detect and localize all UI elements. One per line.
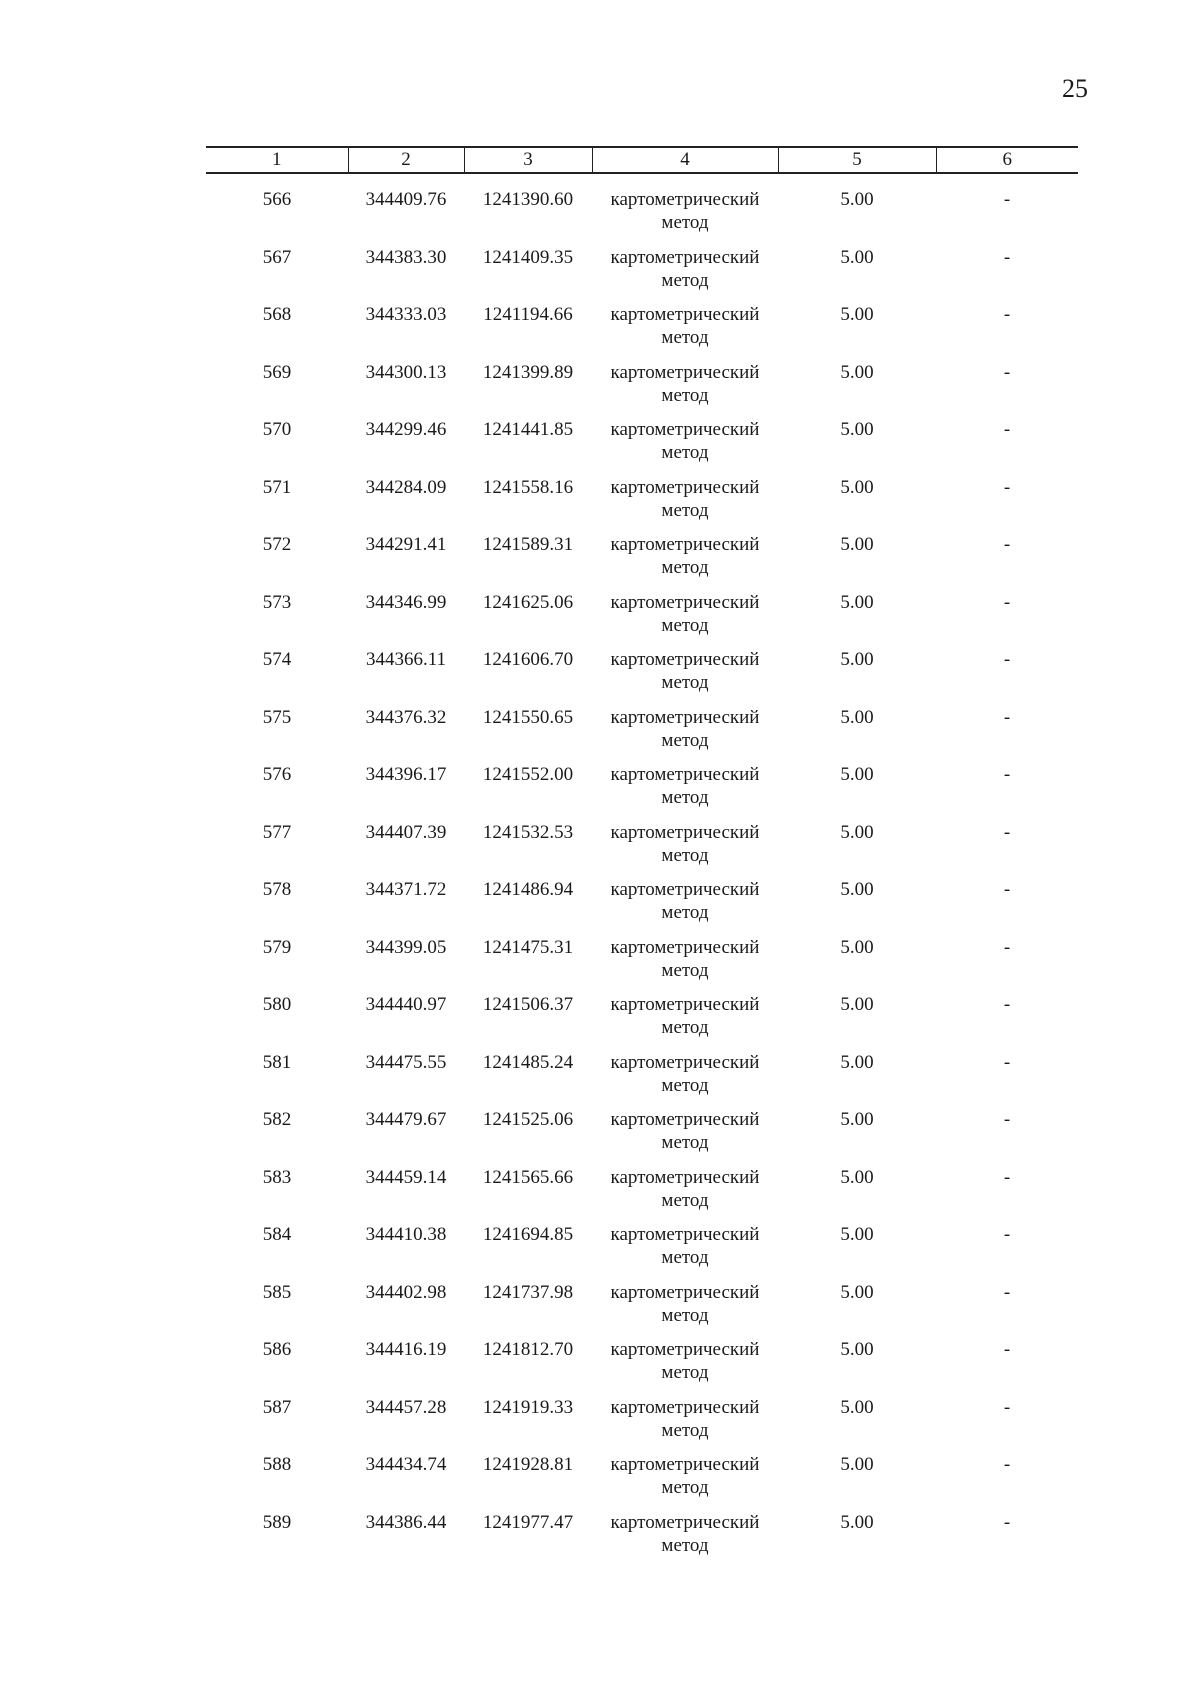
y-coordinate-cell: 1241625.06 bbox=[482, 591, 574, 613]
accuracy-cell: 5.00 bbox=[840, 419, 874, 440]
table-row bbox=[206, 1223, 1078, 1281]
table-row bbox=[206, 993, 1078, 1051]
description-cell: - bbox=[1003, 1454, 1011, 1475]
table-row bbox=[206, 648, 1078, 706]
description-cell: - bbox=[1003, 246, 1011, 268]
method-line-2: метод bbox=[661, 442, 709, 463]
point-number-cell: 585 bbox=[262, 1281, 292, 1303]
y-coordinate-cell: 1241525.06 bbox=[482, 1109, 574, 1130]
method-cell bbox=[592, 1051, 778, 1109]
description-cell: - bbox=[1003, 304, 1011, 325]
method-line-1: картометрический bbox=[610, 189, 760, 210]
point-number-cell: 580 bbox=[262, 994, 292, 1015]
table-row bbox=[206, 173, 1078, 246]
table-row bbox=[206, 821, 1078, 879]
method-line-1: картометрический bbox=[610, 476, 760, 498]
x-coordinate-cell: 344376.32 bbox=[365, 706, 447, 728]
accuracy-cell: 5.00 bbox=[840, 1281, 874, 1303]
accuracy-cell: 5.00 bbox=[840, 476, 874, 498]
method-cell bbox=[592, 1223, 778, 1281]
method-line-2: метод bbox=[661, 1534, 709, 1556]
method-line-2: метод bbox=[661, 1477, 709, 1498]
table-row bbox=[206, 1108, 1078, 1166]
column-header-6: 6 bbox=[936, 147, 1078, 173]
description-cell: - bbox=[1003, 419, 1011, 440]
table-row bbox=[206, 936, 1078, 994]
table-row bbox=[206, 1396, 1078, 1454]
point-number-cell: 577 bbox=[262, 821, 292, 843]
y-coordinate-cell: 1241390.60 bbox=[482, 189, 574, 210]
table-row bbox=[206, 476, 1078, 534]
method-line-1: картометрический bbox=[610, 936, 760, 958]
method-line-2: метод bbox=[661, 1189, 709, 1211]
y-coordinate-cell: 1241919.33 bbox=[482, 1396, 574, 1418]
page-number: 25 bbox=[1062, 74, 1088, 103]
table-row bbox=[206, 591, 1078, 649]
description-cell: - bbox=[1003, 764, 1011, 785]
y-coordinate-cell: 1241550.65 bbox=[482, 706, 574, 728]
x-coordinate-cell: 344440.97 bbox=[365, 994, 447, 1015]
method-cell bbox=[592, 591, 778, 649]
accuracy-cell: 5.00 bbox=[840, 1109, 874, 1130]
method-line-2: метод bbox=[661, 557, 709, 578]
method-cell bbox=[592, 706, 778, 764]
y-coordinate-cell: 1241558.16 bbox=[482, 476, 574, 498]
accuracy-cell: 5.00 bbox=[840, 1224, 874, 1245]
method-line-2: метод bbox=[661, 672, 709, 693]
point-number-cell: 575 bbox=[262, 706, 292, 728]
table-row bbox=[206, 1051, 1078, 1109]
method-line-1: картометрический bbox=[610, 1109, 760, 1130]
description-cell: - bbox=[1003, 361, 1011, 383]
method-line-1: картометрический bbox=[610, 304, 760, 325]
method-line-2: метод bbox=[661, 787, 709, 808]
method-line-1: картометрический bbox=[610, 1166, 760, 1188]
method-line-2: метод bbox=[661, 844, 709, 866]
x-coordinate-cell: 344383.30 bbox=[365, 246, 447, 268]
description-cell: - bbox=[1003, 1396, 1011, 1418]
method-cell bbox=[592, 418, 778, 476]
x-coordinate-cell: 344346.99 bbox=[365, 591, 447, 613]
x-coordinate-cell: 344434.74 bbox=[365, 1454, 447, 1475]
method-line-2: метод bbox=[661, 1074, 709, 1096]
header-row bbox=[206, 147, 1078, 173]
accuracy-cell: 5.00 bbox=[840, 936, 874, 958]
point-number-cell: 576 bbox=[262, 764, 292, 785]
method-line-2: метод bbox=[661, 959, 709, 981]
y-coordinate-cell: 1241552.00 bbox=[482, 764, 574, 785]
description-cell: - bbox=[1003, 936, 1011, 958]
method-line-1: картометрический bbox=[610, 994, 760, 1015]
x-coordinate-cell: 344475.55 bbox=[365, 1051, 447, 1073]
column-header-1: 1 bbox=[206, 147, 348, 173]
y-coordinate-cell: 1241532.53 bbox=[482, 821, 574, 843]
accuracy-cell: 5.00 bbox=[840, 591, 874, 613]
description-cell: - bbox=[1003, 1511, 1011, 1533]
column-header-5: 5 bbox=[778, 147, 936, 173]
method-line-2: метод bbox=[661, 1362, 709, 1383]
point-number-cell: 582 bbox=[262, 1109, 292, 1130]
point-number-cell: 569 bbox=[262, 361, 292, 383]
method-line-1: картометрический bbox=[610, 764, 760, 785]
method-line-1: картометрический bbox=[610, 821, 760, 843]
accuracy-cell: 5.00 bbox=[840, 1166, 874, 1188]
method-cell bbox=[592, 533, 778, 591]
point-number-cell: 578 bbox=[262, 879, 292, 900]
y-coordinate-cell: 1241409.35 bbox=[482, 246, 574, 268]
point-number-cell: 566 bbox=[262, 189, 292, 210]
description-cell: - bbox=[1003, 1109, 1011, 1130]
point-number-cell: 572 bbox=[262, 534, 292, 555]
method-cell bbox=[592, 821, 778, 879]
method-line-1: картометрический bbox=[610, 534, 760, 555]
table-row bbox=[206, 1453, 1078, 1511]
y-coordinate-cell: 1241694.85 bbox=[482, 1224, 574, 1245]
description-cell: - bbox=[1003, 189, 1011, 210]
method-line-2: метод bbox=[661, 1304, 709, 1326]
point-number-cell: 583 bbox=[262, 1166, 292, 1188]
method-cell bbox=[592, 246, 778, 304]
method-line-2: метод bbox=[661, 212, 709, 233]
x-coordinate-cell: 344291.41 bbox=[365, 534, 447, 555]
y-coordinate-cell: 1241812.70 bbox=[482, 1339, 574, 1360]
method-cell bbox=[592, 1281, 778, 1339]
point-number-cell: 581 bbox=[262, 1051, 292, 1073]
method-cell bbox=[592, 476, 778, 534]
point-number-cell: 586 bbox=[262, 1339, 292, 1360]
accuracy-cell: 5.00 bbox=[840, 246, 874, 268]
accuracy-cell: 5.00 bbox=[840, 706, 874, 728]
method-cell bbox=[592, 361, 778, 419]
x-coordinate-cell: 344410.38 bbox=[365, 1224, 447, 1245]
accuracy-cell: 5.00 bbox=[840, 764, 874, 785]
table-row bbox=[206, 706, 1078, 764]
table-row bbox=[206, 763, 1078, 821]
method-line-2: метод bbox=[661, 1419, 709, 1441]
y-coordinate-cell: 1241606.70 bbox=[482, 649, 574, 670]
y-coordinate-cell: 1241589.31 bbox=[482, 534, 574, 555]
x-coordinate-cell: 344371.72 bbox=[365, 879, 447, 900]
point-number-cell: 574 bbox=[262, 649, 292, 670]
method-line-2: метод bbox=[661, 499, 709, 521]
accuracy-cell: 5.00 bbox=[840, 649, 874, 670]
table-body bbox=[206, 173, 1078, 1568]
y-coordinate-cell: 1241399.89 bbox=[482, 361, 574, 383]
method-line-1: картометрический bbox=[610, 649, 760, 670]
x-coordinate-cell: 344396.17 bbox=[365, 764, 447, 785]
method-cell bbox=[592, 1511, 778, 1569]
description-cell: - bbox=[1003, 1166, 1011, 1188]
method-line-1: картометрический bbox=[610, 361, 760, 383]
accuracy-cell: 5.00 bbox=[840, 189, 874, 210]
x-coordinate-cell: 344386.44 bbox=[365, 1511, 447, 1533]
accuracy-cell: 5.00 bbox=[840, 879, 874, 900]
column-header-3: 3 bbox=[464, 147, 592, 173]
method-line-1: картометрический bbox=[610, 1224, 760, 1245]
table-row bbox=[206, 303, 1078, 361]
method-cell bbox=[592, 1166, 778, 1224]
accuracy-cell: 5.00 bbox=[840, 1511, 874, 1533]
description-cell: - bbox=[1003, 591, 1011, 613]
y-coordinate-cell: 1241506.37 bbox=[482, 994, 574, 1015]
method-cell bbox=[592, 1453, 778, 1511]
method-line-1: картометрический bbox=[610, 1454, 760, 1475]
table-row bbox=[206, 361, 1078, 419]
method-line-1: картометрический bbox=[610, 706, 760, 728]
table-row bbox=[206, 1338, 1078, 1396]
method-cell bbox=[592, 648, 778, 706]
table-row bbox=[206, 246, 1078, 304]
y-coordinate-cell: 1241977.47 bbox=[482, 1511, 574, 1533]
method-cell bbox=[592, 878, 778, 936]
accuracy-cell: 5.00 bbox=[840, 1454, 874, 1475]
point-number-cell: 570 bbox=[262, 419, 292, 440]
accuracy-cell: 5.00 bbox=[840, 1396, 874, 1418]
y-coordinate-cell: 1241485.24 bbox=[482, 1051, 574, 1073]
x-coordinate-cell: 344459.14 bbox=[365, 1166, 447, 1188]
description-cell: - bbox=[1003, 476, 1011, 498]
accuracy-cell: 5.00 bbox=[840, 821, 874, 843]
accuracy-cell: 5.00 bbox=[840, 304, 874, 325]
accuracy-cell: 5.00 bbox=[840, 1051, 874, 1073]
description-cell: - bbox=[1003, 706, 1011, 728]
method-line-1: картометрический bbox=[610, 879, 760, 900]
x-coordinate-cell: 344333.03 bbox=[365, 304, 447, 325]
accuracy-cell: 5.00 bbox=[840, 534, 874, 555]
method-line-2: метод bbox=[661, 269, 709, 291]
point-number-cell: 587 bbox=[262, 1396, 292, 1418]
method-line-2: метод bbox=[661, 614, 709, 636]
method-line-2: метод bbox=[661, 1132, 709, 1153]
method-line-2: метод bbox=[661, 729, 709, 751]
x-coordinate-cell: 344366.11 bbox=[365, 649, 447, 670]
description-cell: - bbox=[1003, 1281, 1011, 1303]
y-coordinate-cell: 1241475.31 bbox=[482, 936, 574, 958]
point-number-cell: 579 bbox=[262, 936, 292, 958]
point-number-cell: 567 bbox=[262, 246, 292, 268]
point-number-cell: 589 bbox=[262, 1511, 292, 1533]
description-cell: - bbox=[1003, 821, 1011, 843]
method-line-2: метод bbox=[661, 1247, 709, 1268]
column-header-2: 2 bbox=[348, 147, 464, 173]
description-cell: - bbox=[1003, 879, 1011, 900]
method-line-1: картометрический bbox=[610, 1396, 760, 1418]
description-cell: - bbox=[1003, 534, 1011, 555]
table-row bbox=[206, 878, 1078, 936]
method-line-1: картометрический bbox=[610, 246, 760, 268]
table-row bbox=[206, 1166, 1078, 1224]
method-line-2: метод bbox=[661, 327, 709, 348]
x-coordinate-cell: 344399.05 bbox=[365, 936, 447, 958]
x-coordinate-cell: 344284.09 bbox=[365, 476, 447, 498]
y-coordinate-cell: 1241565.66 bbox=[482, 1166, 574, 1188]
method-line-1: картометрический bbox=[610, 1281, 760, 1303]
y-coordinate-cell: 1241194.66 bbox=[483, 304, 573, 325]
x-coordinate-cell: 344416.19 bbox=[365, 1339, 447, 1360]
description-cell: - bbox=[1003, 994, 1011, 1015]
method-cell bbox=[592, 1338, 778, 1396]
y-coordinate-cell: 1241928.81 bbox=[482, 1454, 574, 1475]
method-cell bbox=[592, 763, 778, 821]
table-header bbox=[206, 147, 1078, 173]
x-coordinate-cell: 344407.39 bbox=[365, 821, 447, 843]
x-coordinate-cell: 344402.98 bbox=[365, 1281, 447, 1303]
point-number-cell: 588 bbox=[262, 1454, 292, 1475]
description-cell: - bbox=[1003, 1339, 1011, 1360]
method-cell bbox=[592, 936, 778, 994]
description-cell: - bbox=[1003, 1051, 1011, 1073]
method-line-1: картометрический bbox=[610, 1339, 760, 1360]
table-row bbox=[206, 1511, 1078, 1569]
method-line-1: картометрический bbox=[610, 419, 760, 440]
accuracy-cell: 5.00 bbox=[840, 1339, 874, 1360]
x-coordinate-cell: 344457.28 bbox=[365, 1396, 447, 1418]
table-row bbox=[206, 1281, 1078, 1339]
point-number-cell: 571 bbox=[262, 476, 292, 498]
accuracy-cell: 5.00 bbox=[840, 994, 874, 1015]
method-line-2: метод bbox=[661, 384, 709, 406]
method-cell bbox=[592, 303, 778, 361]
method-line-1: картометрический bbox=[610, 1051, 760, 1073]
accuracy-cell: 5.00 bbox=[840, 361, 874, 383]
description-cell: - bbox=[1003, 649, 1011, 670]
method-cell bbox=[592, 173, 778, 246]
description-cell: - bbox=[1003, 1224, 1011, 1245]
x-coordinate-cell: 344409.76 bbox=[365, 189, 447, 210]
column-header-4: 4 bbox=[592, 147, 778, 173]
method-line-2: метод bbox=[661, 902, 709, 923]
y-coordinate-cell: 1241486.94 bbox=[482, 879, 574, 900]
x-coordinate-cell: 344479.67 bbox=[365, 1109, 447, 1130]
x-coordinate-cell: 344300.13 bbox=[365, 361, 447, 383]
method-line-2: метод bbox=[661, 1017, 709, 1038]
point-number-cell: 568 bbox=[262, 304, 292, 325]
method-cell bbox=[592, 1396, 778, 1454]
method-line-1: картометрический bbox=[610, 1511, 760, 1533]
method-line-1: картометрический bbox=[610, 591, 760, 613]
point-number-cell: 573 bbox=[262, 591, 292, 613]
x-coordinate-cell: 344299.46 bbox=[365, 419, 447, 440]
point-number-cell: 584 bbox=[262, 1224, 292, 1245]
method-cell bbox=[592, 993, 778, 1051]
y-coordinate-cell: 1241441.85 bbox=[482, 419, 574, 440]
coordinates-table bbox=[206, 146, 1078, 1568]
table-row bbox=[206, 418, 1078, 476]
method-cell bbox=[592, 1108, 778, 1166]
table-row bbox=[206, 533, 1078, 591]
y-coordinate-cell: 1241737.98 bbox=[482, 1281, 574, 1303]
